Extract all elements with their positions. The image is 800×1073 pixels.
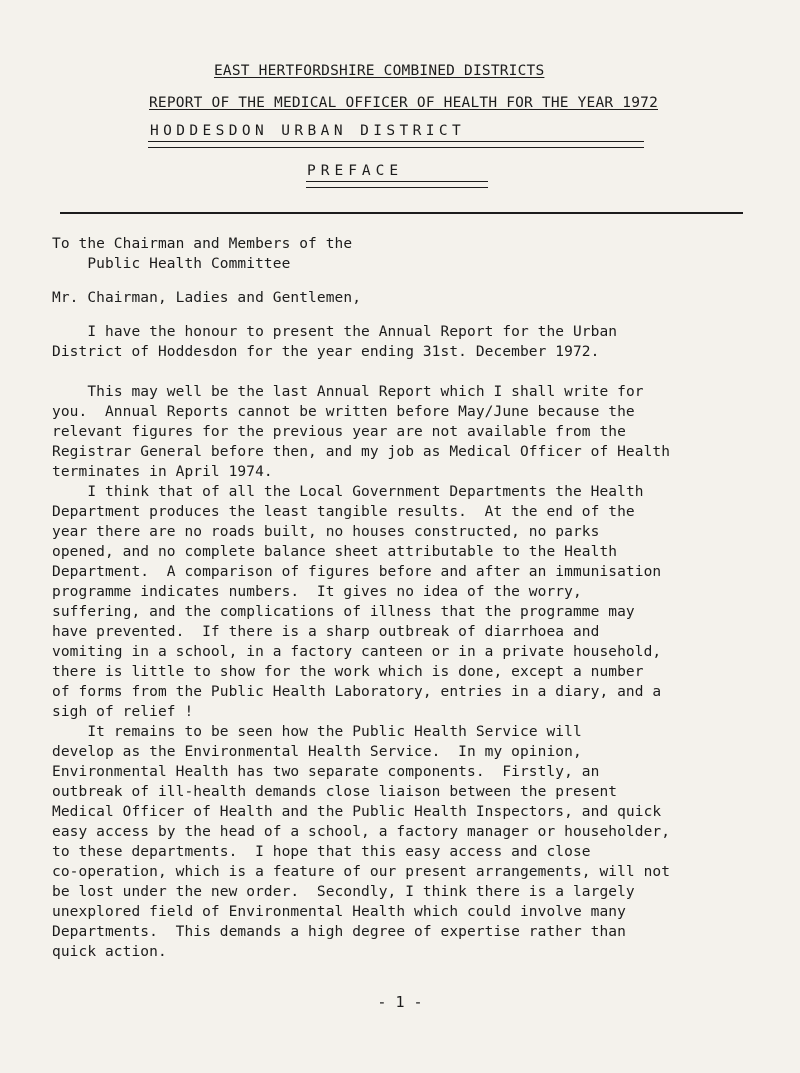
paragraph-1: I have the honour to present the Annual Report for the Urban District of Hoddesdon for the year ending 31st. December 1972. <box>52 324 618 360</box>
section-heading-underline <box>306 181 488 188</box>
paragraph-4: It remains to be seen how the Public Health Service will develop as the Environmental Health Service. In my opinion, Environmental Health has two separate components. Firstly, an outbreak of ill-health demands close liaison between the present Medical Officer of Health and the Public Health Inspectors, and quick easy access by the head of a school, a factory manager or householder, to these departments. I hope that this easy access and close co-operation, which is a feature of our present arrangements, will not be lost under the new order. Secondly, I think there is a largely unexplored field of Environmental Health which could involve many Departments. This demands a high degree of expertise rather than quick action. <box>52 724 671 960</box>
report-region-heading: EAST HERTFORDSHIRE COMBINED DISTRICTS <box>214 63 545 79</box>
section-heading: PREFACE <box>307 163 404 179</box>
page-number: - 1 - <box>377 993 423 1011</box>
paragraph-2: This may well be the last Annual Report which I shall write for you. Annual Reports cannot be written before May/June because the relevant figures for the previous year are not available from the Registrar General before then, and my job as Medical Officer of Health terminates in April 1974. <box>52 384 671 480</box>
letter-salutation: Mr. Chairman, Ladies and Gentlemen, <box>52 290 362 306</box>
report-title: REPORT OF THE MEDICAL OFFICER OF HEALTH FOR THE YEAR 1972 <box>149 95 658 111</box>
section-divider <box>60 212 743 214</box>
district-heading-underline <box>148 141 644 148</box>
district-heading: HODDESDON URBAN DISTRICT <box>150 123 466 139</box>
paragraph-3: I think that of all the Local Government Departments the Health Department produces the least tangible results. At the end of the year there are no roads built, no houses constructed, no parks opened, and no complete balance sheet attributable to the Health Department. A comparison of figures before and after an immunisation programme indicates numbers. It gives no idea of the worry, suffering, and the complications of illness that the programme may have prevented. If there is a sharp outbreak of diarrhoea and vomiting in a school, in a factory canteen or in a private household, there is little to show for the work which is done, except a number of forms from the Public Health Laboratory, entries in a diary, and a sigh of relief ! <box>52 484 662 720</box>
letter-addressee: To the Chairman and Members of the Public Health Committee <box>52 236 353 272</box>
